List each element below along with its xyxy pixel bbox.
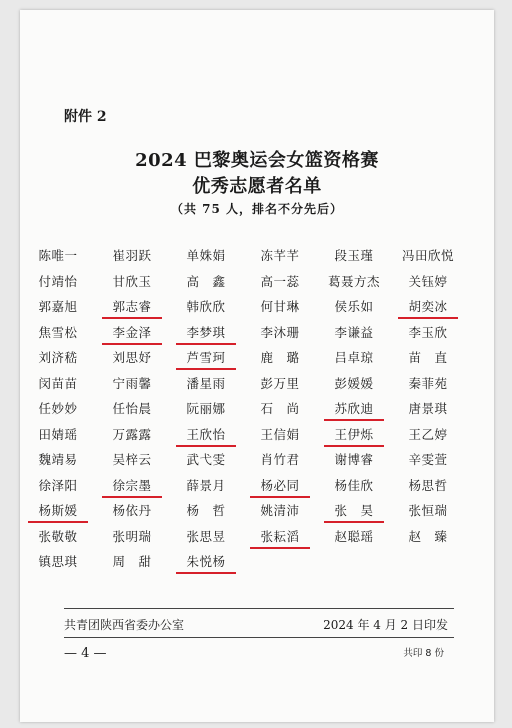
volunteer-name: 鹿 璐 xyxy=(260,350,300,365)
subtitle: （共 75 人，排名不分先后） xyxy=(170,202,344,216)
name-row xyxy=(20,246,494,272)
volunteer-name: 辛雯萱 xyxy=(408,452,448,467)
volunteer-name: 魏靖易 xyxy=(38,452,78,467)
volunteer-name-underlined: 苏欣迪 xyxy=(324,399,384,421)
volunteer-name: 李沐珊 xyxy=(260,324,300,340)
volunteer-name: 肖竹君 xyxy=(260,452,300,467)
volunteer-name-underlined: 杨斯媛 xyxy=(28,501,88,523)
name-row xyxy=(20,552,494,578)
volunteer-name: 唐景琪 xyxy=(408,401,448,416)
volunteer-name: 韩欣欣 xyxy=(186,299,226,314)
volunteer-name: 宁雨馨 xyxy=(112,375,152,391)
volunteer-name-underlined: 胡奕冰 xyxy=(398,297,458,319)
volunteer-name: 镇思琪 xyxy=(38,554,78,569)
volunteer-name: 王信娟 xyxy=(260,426,300,442)
name-row xyxy=(20,450,494,476)
volunteer-name: 冯田欣悦 xyxy=(401,248,454,263)
volunteer-name: 薛景月 xyxy=(186,477,226,493)
name-row xyxy=(20,323,494,349)
volunteer-name-grid xyxy=(20,246,494,578)
volunteer-name: 张明瑞 xyxy=(112,528,152,544)
volunteer-name: 焦雪松 xyxy=(38,324,78,340)
volunteer-name-underlined: 杨必同 xyxy=(250,476,310,498)
attachment-label: 附件 2 xyxy=(64,109,107,125)
volunteer-name: 何甘琳 xyxy=(260,299,300,314)
volunteer-name: 吕卓琼 xyxy=(334,350,374,365)
volunteer-name-underlined: 朱悦杨 xyxy=(176,552,236,574)
volunteer-name: 王乙婷 xyxy=(408,426,448,442)
volunteer-name: 单姝娟 xyxy=(186,248,226,263)
volunteer-name: 赵聪瑶 xyxy=(334,528,374,544)
volunteer-name: 杨思哲 xyxy=(408,477,448,493)
volunteer-name: 谢博睿 xyxy=(334,452,374,467)
volunteer-name: 田婧瑶 xyxy=(38,426,78,442)
volunteer-name: 郭嘉旭 xyxy=(38,299,78,314)
volunteer-name: 刘济嵇 xyxy=(38,350,78,365)
volunteer-name: 张思昱 xyxy=(186,528,226,544)
volunteer-name: 葛聂方杰 xyxy=(327,273,380,289)
volunteer-name: 冻芊芊 xyxy=(260,248,300,263)
volunteer-name: 彭媛媛 xyxy=(334,375,374,391)
volunteer-name: 关钰婷 xyxy=(408,273,448,289)
volunteer-name: 石 尚 xyxy=(260,401,300,416)
name-row xyxy=(20,272,494,298)
volunteer-name: 杨依丹 xyxy=(112,503,152,518)
volunteer-name: 甘欣玉 xyxy=(112,273,152,289)
volunteer-name: 秦菲苑 xyxy=(408,375,448,391)
volunteer-name-underlined: 张耘滔 xyxy=(250,527,310,549)
volunteer-name: 张敬敬 xyxy=(38,528,78,544)
volunteer-name: 高 鑫 xyxy=(186,273,226,289)
volunteer-name: 刘思妤 xyxy=(112,350,152,365)
volunteer-name: 赵 臻 xyxy=(408,528,448,544)
volunteer-name: 段玉瑾 xyxy=(334,248,374,263)
volunteer-name-underlined: 王欣怡 xyxy=(176,425,236,447)
volunteer-name: 张恒瑞 xyxy=(408,503,448,518)
name-row xyxy=(20,501,494,527)
volunteer-name-underlined: 李梦琪 xyxy=(176,323,236,345)
volunteer-name: 武弋雯 xyxy=(186,452,226,467)
volunteer-name: 彭万里 xyxy=(260,375,300,391)
volunteer-name-underlined: 芦雪珂 xyxy=(176,348,236,370)
volunteer-name: 侯乐如 xyxy=(334,299,374,314)
name-row xyxy=(20,476,494,502)
title-line-2: 优秀志愿者名单 xyxy=(192,176,322,197)
volunteer-name: 付靖怡 xyxy=(38,273,78,289)
name-row xyxy=(20,527,494,553)
volunteer-name-underlined: 徐宗墨 xyxy=(102,476,162,498)
volunteer-name-underlined: 王伊烁 xyxy=(324,425,384,447)
name-row xyxy=(20,425,494,451)
volunteer-name: 徐泽阳 xyxy=(38,477,78,493)
document-page xyxy=(20,10,494,722)
volunteer-name-underlined: 李金泽 xyxy=(102,323,162,345)
title-line-1: 2024 巴黎奥运会女篮资格赛 xyxy=(135,150,379,171)
volunteer-name: 吴梓云 xyxy=(112,452,152,467)
volunteer-name: 李玉欣 xyxy=(408,324,448,340)
volunteer-name: 任妙妙 xyxy=(38,401,78,416)
footer-rule-bottom xyxy=(64,637,454,638)
volunteer-name: 闵苗苗 xyxy=(38,375,78,391)
name-row xyxy=(20,348,494,374)
volunteer-name: 杨佳欣 xyxy=(334,477,374,493)
volunteer-name-underlined: 郭志睿 xyxy=(102,297,162,319)
copies-count: 共印 8 份 xyxy=(403,648,444,659)
name-row xyxy=(20,399,494,425)
volunteer-name: 任怡晨 xyxy=(112,401,152,416)
issue-date: 2024 年 4 月 2 日印发 xyxy=(323,618,448,632)
volunteer-name: 阮丽娜 xyxy=(186,401,226,416)
volunteer-name: 周 甜 xyxy=(112,554,152,569)
volunteer-name: 苗 直 xyxy=(408,350,448,365)
volunteer-name: 潘星雨 xyxy=(186,375,226,391)
footer-rule-top xyxy=(64,608,454,609)
volunteer-name-underlined: 张 昊 xyxy=(324,501,384,523)
volunteer-name: 陈唯一 xyxy=(38,248,78,263)
volunteer-name: 李谦益 xyxy=(334,324,374,340)
volunteer-name: 杨 哲 xyxy=(186,503,226,518)
volunteer-name: 姚清沛 xyxy=(260,503,300,518)
volunteer-name: 万露露 xyxy=(112,426,152,442)
page-number: — 4 — xyxy=(64,646,107,661)
volunteer-name: 崔羽跃 xyxy=(112,248,152,263)
name-row xyxy=(20,374,494,400)
name-row xyxy=(20,297,494,323)
volunteer-name: 高一蕊 xyxy=(260,273,300,289)
issuer: 共青团陕西省委办公室 xyxy=(64,618,185,632)
